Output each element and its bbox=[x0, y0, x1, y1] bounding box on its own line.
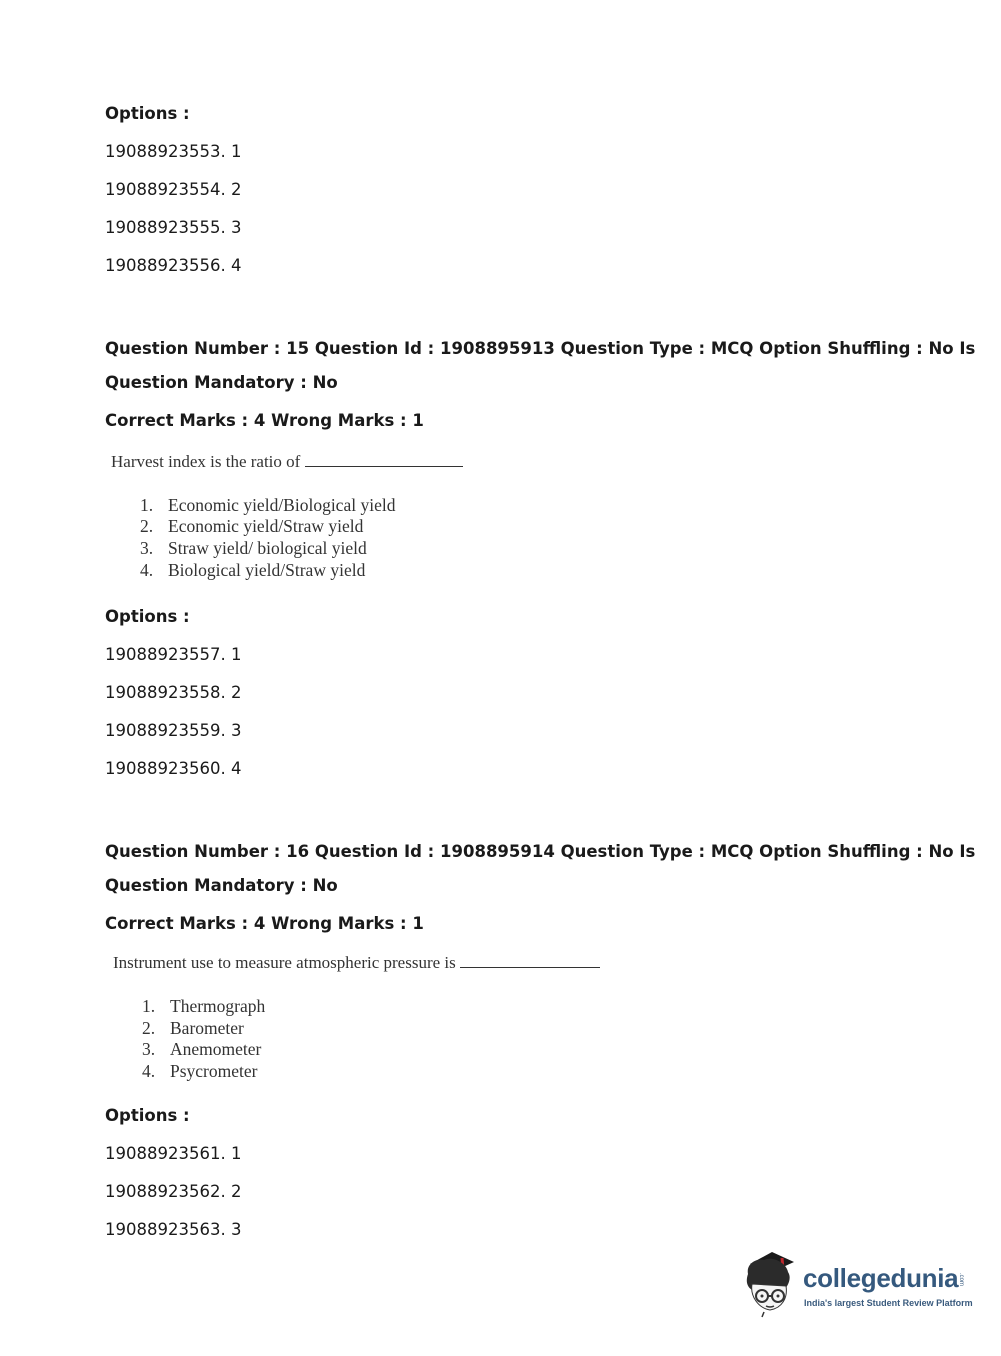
choice-item: 3. Anemometer bbox=[142, 1039, 262, 1059]
options-label: Options : bbox=[105, 1106, 190, 1125]
option-item: 19088923553. 1 bbox=[105, 142, 242, 161]
option-item: 19088923561. 1 bbox=[105, 1144, 242, 1163]
question-header: Question Number : 16 Question Id : 1908895914 Question Type : MCQ Option Shuffling : No Is bbox=[105, 842, 976, 861]
question-mandatory: Question Mandatory : No bbox=[105, 876, 338, 895]
option-item: 19088923557. 1 bbox=[105, 645, 242, 664]
choice-item: 1. Thermograph bbox=[142, 996, 266, 1016]
option-item: 19088923558. 2 bbox=[105, 683, 242, 702]
brand-suffix: .com bbox=[958, 1273, 964, 1287]
question-stem: Harvest index is the ratio of bbox=[111, 452, 301, 471]
option-item: 19088923559. 3 bbox=[105, 721, 242, 740]
option-item: 19088923555. 3 bbox=[105, 218, 242, 237]
choice-item: 4. Psycrometer bbox=[142, 1061, 258, 1081]
option-item: 19088923560. 4 bbox=[105, 759, 242, 778]
options-label: Options : bbox=[105, 607, 190, 626]
option-item: 19088923563. 3 bbox=[105, 1220, 242, 1239]
option-item: 19088923562. 2 bbox=[105, 1182, 242, 1201]
brand-name: collegedunia bbox=[803, 1263, 959, 1293]
choice-item: 2. Economic yield/Straw yield bbox=[140, 516, 364, 536]
question-text bbox=[113, 953, 600, 973]
mascot-logo-icon bbox=[742, 1250, 802, 1318]
options-label: Options : bbox=[105, 104, 190, 123]
question-stem: Instrument use to measure atmospheric pressure is bbox=[113, 953, 456, 972]
question-header: Question Number : 15 Question Id : 1908895913 Question Type : MCQ Option Shuffling : No Is bbox=[105, 339, 976, 358]
question-text bbox=[111, 452, 463, 472]
option-item: 19088923556. 4 bbox=[105, 256, 242, 275]
answer-blank bbox=[460, 967, 600, 968]
question-marks: Correct Marks : 4 Wrong Marks : 1 bbox=[105, 914, 424, 933]
question-marks: Correct Marks : 4 Wrong Marks : 1 bbox=[105, 411, 424, 430]
choice-item: 1. Economic yield/Biological yield bbox=[140, 495, 396, 515]
choice-item: 4. Biological yield/Straw yield bbox=[140, 560, 366, 580]
option-item: 19088923554. 2 bbox=[105, 180, 242, 199]
brand-tagline: India's largest Student Review Platform bbox=[804, 1298, 973, 1308]
choice-item: 2. Barometer bbox=[142, 1018, 244, 1038]
answer-blank bbox=[305, 466, 463, 467]
choice-item: 3. Straw yield/ biological yield bbox=[140, 538, 367, 558]
question-mandatory: Question Mandatory : No bbox=[105, 373, 338, 392]
